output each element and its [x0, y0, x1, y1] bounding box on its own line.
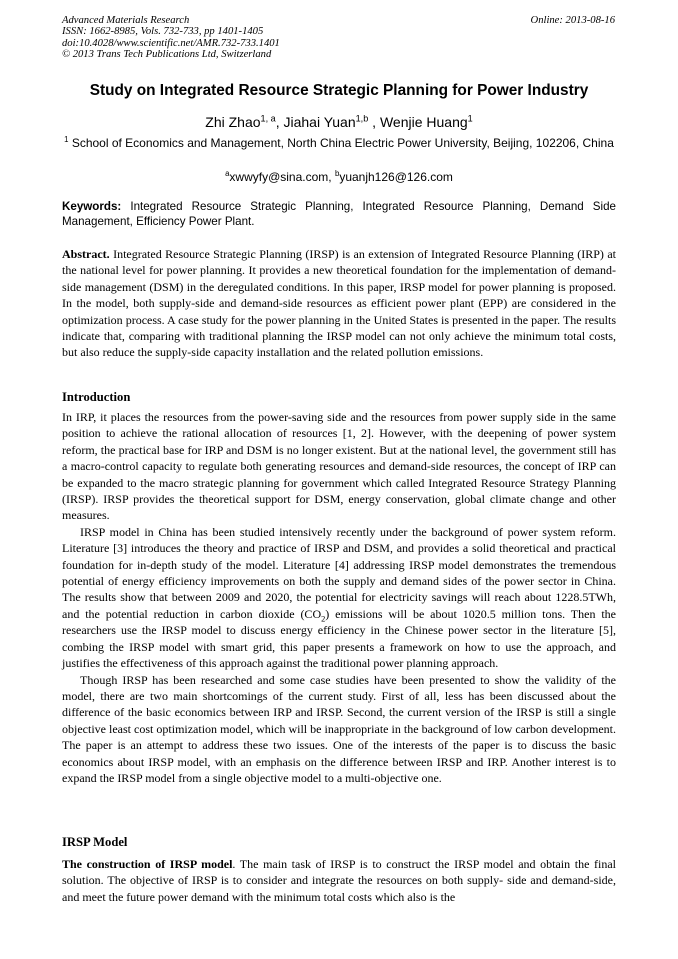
paragraph-text: . The main task of IRSP is to construct the IRSP model and obtain the final solution. The objective of IRSP is to consider and integrate the resources on both supply- side and demand-side, and meet the future power demand with the minimum total costs which also is the [62, 857, 616, 904]
email-mark-b: b [334, 169, 340, 178]
paragraph-text: ) emissions will be about 1020.5 million tons. Then the researchers use the IRSP model to discuss energy efficiency in the Chinese power sector in the literature [5], combing the IRSP model with smart grid, this paper presents a framework on how to use the approach, and justifies the effectiveness of this approach against the traditional power planning approach. [62, 606, 616, 671]
keywords [62, 199, 616, 230]
author-name: Zhi Zhao [205, 114, 261, 130]
paragraph-text: IRSP model in China has been studied intensively recently under the background of power system reform. Literature [3] introduces the theory and practice of IRSP and DSM, and provides a solid theoretical and practical foundation for in-depth study of the model. Literature [4] addressing IRSP model demonstrates the tremendous potential of energy efficiency improvements on both the supply and demand sides of the power sector in China. The results show that between 2009 and 2020, the potential for electricity savings will reach about 1228.5TWh, and the potential reduction in carbon dioxide (CO [62, 524, 616, 621]
author-affiliation-mark: 1,b [355, 113, 369, 124]
affiliation-text: School of Economics and Management, North China Electric Power University, Beijing, 102206, China [71, 136, 614, 150]
paragraph: Though IRSP has been researched and some case studies have been presented to show the validity of the model, there are two main shortcomings of the current study. First of all, less has been discussed about the difference of the basic economics between IRP and IRSP. Second, the current version of the IRSP is still a single objective least cost optimization model, which will be inappropriate in the background of low carbon development. The paper is an attempt to address these two issues. One of the interests of the paper is to discuss the basic economics about IRSP model, with an emphasis on the difference between IRSP and IRP. Another interest is to expand the IRSP model from a single objective model to a multi-objective one. [62, 672, 616, 785]
irsp-model-body [62, 856, 616, 905]
section-heading-irsp-model: IRSP Model [62, 835, 128, 849]
journal-header [62, 15, 280, 61]
author-name: Jiahai Yuan [283, 114, 356, 130]
email-b: yuanjh126@126.com [339, 170, 453, 184]
issn-line: ISSN: 1662-8985, Vols. 732-733, pp 1401-1405 [62, 26, 264, 38]
keywords-label: Keywords: [62, 200, 122, 213]
email-mark-a: a [225, 169, 230, 178]
paragraph [62, 524, 616, 672]
email-a: xwwyfy@sina.com, [229, 170, 335, 184]
online-date: Online: 2013-08-16 [530, 15, 615, 26]
paragraph: In IRP, it places the resources from the power-saving side and the resources from power supply side in the same position to achieve the rational allocation of resources [1, 2]. However, with the deepening of power system reform, the practical base for IRP and DSM is no longer existent. But at the national level, the government still has a macro-control capacity to regulate both generating resources and demand-side resources, the concept of IRP can be expanded to the macro strategic planning for government which called Integrated Resource Strategy Planning (IRSP). IRSP provides the theoretical support for DSM, energy conservation, global climate change and other measures. [62, 410, 616, 523]
abstract [62, 246, 616, 361]
copyright-line: © 2013 Trans Tech Publications Ltd, Switzerland [62, 49, 272, 61]
subsection-lead: The construction of IRSP model [62, 857, 233, 871]
author-separator: , [275, 114, 284, 130]
doi-line: doi:10.4028/www.scientific.net/AMR.732-733.1401 [62, 37, 280, 49]
paper-title: Study on Integrated Resource Strategic Planning for Power Industry [89, 82, 589, 99]
author-affiliation-mark: 1 [467, 113, 473, 124]
section-heading-introduction: Introduction [62, 390, 131, 404]
introduction-body [62, 409, 616, 786]
keywords-text: Integrated Resource Strategic Planning, Integrated Resource Planning, Demand Side Management, Efficiency Power Plant. [62, 200, 616, 229]
subscript: 2 [321, 614, 326, 624]
author-affiliation-mark: 1, a [260, 113, 276, 124]
affiliation-mark: 1 [64, 135, 69, 144]
author-list [40, 113, 638, 131]
affiliation [62, 136, 616, 151]
journal-name: Advanced Materials Research [62, 15, 190, 26]
author-name: Wenjie Huang [379, 114, 468, 130]
abstract-label: Abstract. [62, 247, 110, 261]
author-separator: , [368, 114, 380, 130]
author-emails [62, 170, 616, 185]
abstract-text: Integrated Resource Strategic Planning (IRSP) is an extension of Integrated Resource Planning (IRP) at the national level for power planning. It provides a new theoretical foundation for the implementation of demand-side management (DSM) in the deregulated conditions. In this paper, IRSP model for power planning is proposed. In the model, both supply-side and demand-side resources as efficient power plant (EPP) are considered in the optimization process. A case study for the power planning in the United States is presented in the paper. The results indicate that, comparing with traditional planning the IRSP model can not only achieve the minimum total costs, but also reduce the supply-side capacity installation and the related pollution emissions. [62, 247, 616, 360]
